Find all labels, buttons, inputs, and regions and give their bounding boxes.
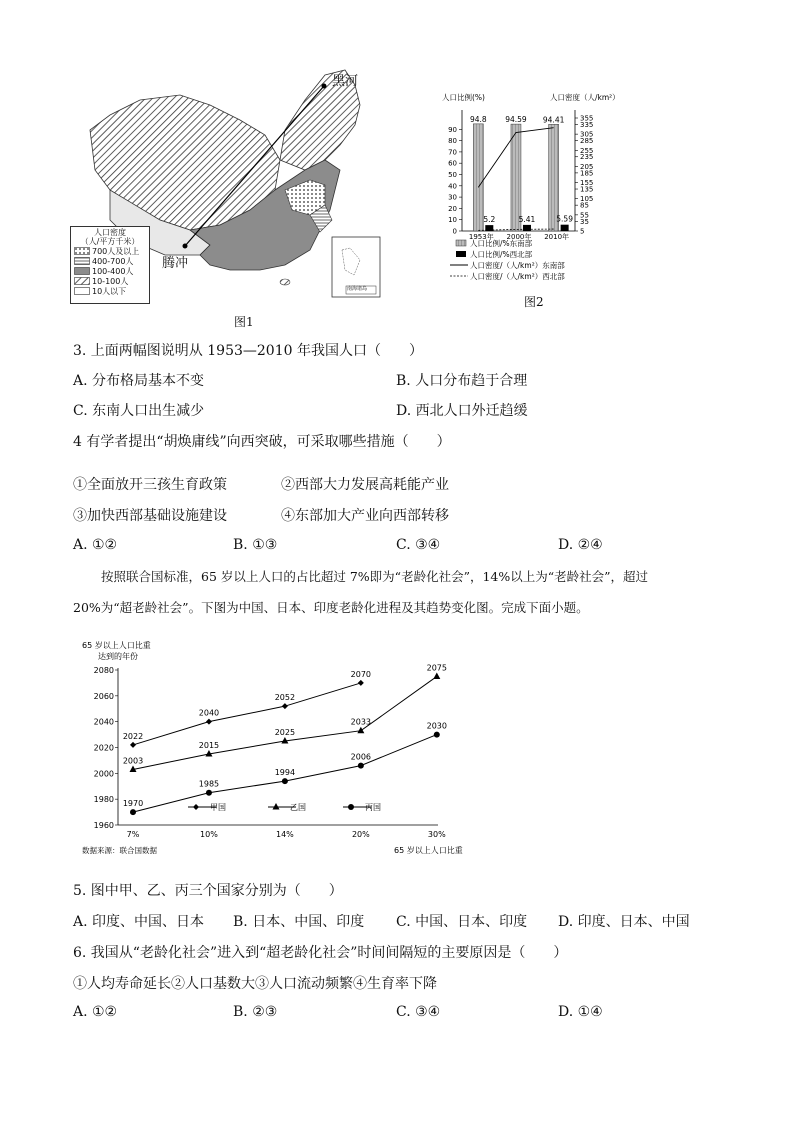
x-tick-label: 20% (351, 830, 370, 839)
figure-1-map (70, 60, 390, 305)
right-tick-label: 55 (580, 211, 589, 220)
x-tick-label: 30% (427, 830, 446, 839)
q5-option-b[interactable]: B. 日本、中国、印度 (233, 914, 365, 930)
left-tick-label: 20 (448, 204, 457, 213)
legend-marker (348, 804, 354, 810)
y-tick-label: 2060 (93, 691, 114, 701)
legend-item (74, 266, 149, 276)
legend-label: 10-100人 (92, 276, 129, 286)
left-tick-label: 70 (448, 148, 457, 157)
series-point (130, 809, 136, 815)
legend-label: 100-400人 (92, 266, 134, 276)
series-point (434, 732, 440, 738)
q6-option-b[interactable]: B. ②③ (233, 1004, 278, 1020)
figure-3-chart (78, 640, 498, 865)
right-tick-label: 135 (580, 185, 594, 194)
data-source: 数据来源：联合国数据 (82, 846, 157, 855)
point-label: 2052 (274, 693, 296, 703)
left-tick-label: 30 (448, 193, 457, 202)
legend-swatch (74, 267, 90, 275)
intro-line-1: 按照联合国标准，65 岁以上人口的占比超过 7%即为“老龄化社会”，14%以上为“老龄社会”，超过 (101, 569, 649, 584)
bar-southeast-label: 94.59 (505, 115, 527, 125)
right-tick-label: 255 (580, 146, 594, 155)
q4-option-d[interactable]: D. ②④ (558, 537, 603, 553)
legend-label: 400-700人 (92, 256, 134, 266)
legend-label: 人口比例/%西北部 (470, 250, 533, 259)
legend-swatch (74, 277, 90, 285)
series-point (433, 672, 440, 679)
legend-label: 人口密度/（人/km²）西北部 (470, 272, 565, 281)
point-label: 1985 (198, 779, 220, 789)
point-label: 2006 (350, 752, 372, 762)
q5-option-a[interactable]: A. 印度、中国、日本 (73, 914, 205, 930)
y-axis-label-2: 达到的年份 (98, 652, 138, 661)
point-label: 2025 (274, 728, 296, 738)
right-tick-label: 335 (580, 120, 594, 129)
right-tick-label: 105 (580, 195, 594, 204)
bar-northwest (561, 225, 569, 231)
q4-option-b[interactable]: B. ①③ (233, 537, 278, 553)
y-tick-label: 2080 (93, 666, 114, 675)
y-axis-label: 65 岁以上人口比重 (82, 641, 151, 650)
bar-southeast-label: 94.8 (469, 114, 487, 124)
x-tick-label: 2000年 (506, 233, 532, 241)
question-4-stem: 4 有学者提出“胡焕庸线”向西突破，可采取哪些措施（ ） (73, 434, 451, 450)
right-tick-label: 285 (580, 137, 594, 146)
q3-option-c[interactable]: C. 东南人口出生减少 (73, 403, 205, 419)
population-ratio-density-chart (440, 88, 630, 298)
legend-label: 甲国 (210, 803, 226, 812)
aging-progress-chart (78, 640, 498, 865)
left-tick-label: 80 (448, 137, 457, 146)
series-point (358, 680, 364, 686)
x-tick-label: 7% (126, 830, 140, 839)
legend-item (74, 276, 149, 286)
question-3-stem: 3. 上面两幅图说明从 1953—2010 年我国人口（ ） (73, 343, 423, 359)
inset-label: 南海诸岛 (347, 286, 368, 292)
legend-item (74, 256, 149, 266)
map-legend (70, 226, 150, 304)
series-point (282, 778, 288, 784)
right-tick-label: 5 (580, 227, 585, 236)
y-tick-label: 1980 (93, 795, 114, 805)
right-tick-label: 35 (580, 217, 589, 226)
q4-option-c[interactable]: C. ③④ (396, 537, 441, 553)
right-tick-label: 85 (580, 201, 589, 210)
left-tick-label: 40 (448, 182, 457, 191)
q5-option-d[interactable]: D. 印度、日本、中国 (558, 914, 690, 930)
q3-option-d[interactable]: D. 西北人口外迁趋缓 (396, 403, 528, 419)
bar-southeast-label: 94.41 (542, 115, 565, 125)
q4-item-1: ①全面放开三孩生育政策 (73, 477, 227, 493)
point-label: 2030 (426, 721, 447, 731)
q3-option-b[interactable]: B. 人口分布趋于合理 (396, 373, 528, 389)
point-label: 2033 (350, 717, 372, 727)
figure-2-chart (440, 88, 630, 298)
y-tick-label: 1960 (93, 821, 114, 830)
bar-northwest (523, 225, 531, 231)
left-axis-label: 人口比例(%) (442, 93, 485, 102)
left-tick-label: 60 (448, 159, 457, 168)
legend-item (74, 286, 149, 296)
y-tick-label: 2040 (93, 717, 114, 727)
legend-swatch (456, 240, 466, 246)
series-point (358, 763, 364, 769)
legend-swatch (74, 287, 90, 295)
point-label: 2040 (198, 708, 220, 718)
legend-marker (193, 804, 199, 810)
series-point (130, 742, 136, 748)
x-axis-label: 65 岁以上人口比重 (394, 846, 463, 855)
legend-swatch (456, 251, 466, 257)
series-point (206, 790, 212, 796)
legend-title: 人口密度 （人/平方千米） (80, 228, 140, 246)
y-tick-label: 2000 (93, 769, 114, 779)
right-tick-label: 185 (580, 169, 594, 178)
bar-northwest-label: 5.59 (556, 214, 573, 224)
legend-label: 人口密度/（人/km²）东南部 (470, 261, 565, 270)
legend-label: 乙国 (290, 803, 306, 812)
x-tick-label: 2010年 (544, 233, 570, 241)
point-label: 2003 (122, 756, 144, 766)
point-label: 2015 (198, 740, 220, 750)
legend-item (74, 246, 149, 256)
city-label-tengchong: 腾冲 (162, 256, 189, 271)
q3-option-a[interactable]: A. 分布格局基本不变 (73, 373, 205, 389)
question-5-stem: 5. 图中甲、乙、丙三个国家分别为（ ） (73, 883, 343, 899)
legend-swatch (74, 257, 90, 265)
left-tick-label: 50 (448, 171, 457, 179)
legend-marker (273, 803, 280, 810)
left-tick-label: 0 (452, 227, 457, 236)
x-tick-label: 14% (276, 830, 294, 839)
series-line-乙国 (133, 676, 437, 769)
point-label: 2075 (426, 663, 447, 673)
right-axis-label: 人口密度（人/km²） (550, 93, 620, 102)
q4-item-3: ③加快西部基础设施建设 (73, 508, 227, 524)
legend-rows (71, 246, 149, 296)
left-tick-label: 10 (448, 216, 457, 225)
city-label-heihe: 黑河 (332, 74, 359, 89)
q5-option-c[interactable]: C. 中国、日本、印度 (396, 914, 528, 930)
legend-label: 人口比例/%东南部 (470, 239, 533, 248)
left-tick-label: 90 (448, 125, 457, 134)
q4-item-2: ②西部大力发展高耗能产业 (281, 477, 449, 493)
x-tick-label: 1953年 (468, 233, 494, 241)
point-label: 1994 (274, 768, 296, 778)
figure-2-caption: 图2 (524, 295, 544, 309)
point-label: 2070 (350, 669, 372, 679)
q6-option-c[interactable]: C. ③④ (396, 1004, 441, 1020)
q4-item-4: ④东部加大产业向西部转移 (281, 508, 449, 524)
right-tick-label: 155 (580, 179, 594, 188)
bar-southeast (473, 124, 483, 231)
right-tick-label: 355 (580, 114, 594, 123)
bar-northwest-label: 5.41 (518, 214, 536, 224)
q6-option-d[interactable]: D. ①④ (558, 1004, 603, 1020)
figure-1-caption: 图1 (234, 315, 254, 329)
right-tick-label: 205 (580, 162, 594, 171)
intro-line-2: 20%为“超老龄社会”。下图为中国、日本、印度老龄化进程及其趋势变化图。完成下面小题。 (73, 600, 589, 615)
legend-swatch (74, 247, 90, 255)
point-label: 2022 (122, 731, 144, 741)
series-point (206, 719, 212, 725)
q6-option-a[interactable]: A. ①② (73, 1004, 118, 1020)
series-point (357, 727, 364, 734)
legend-label: 10人以下 (92, 286, 127, 296)
right-tick-label: 235 (580, 153, 594, 162)
series-point (282, 703, 288, 709)
point-label: 1970 (122, 799, 144, 809)
question-6-stem: 6. 我国从“老龄化社会”进入到“超老龄化社会”时间间隔短的主要原因是（ ） (73, 945, 568, 961)
right-tick-label: 305 (580, 130, 594, 139)
x-tick-label: 10% (200, 830, 218, 839)
y-tick-label: 2020 (93, 743, 114, 753)
q4-option-a[interactable]: A. ①② (73, 537, 118, 553)
bar-northwest-label: 5.2 (483, 215, 496, 225)
legend-label: 丙国 (365, 803, 381, 812)
q6-items: ①人均寿命延长②人口基数大③人口流动频繁④生育率下降 (73, 976, 437, 992)
legend-label: 700人及以上 (92, 246, 140, 256)
